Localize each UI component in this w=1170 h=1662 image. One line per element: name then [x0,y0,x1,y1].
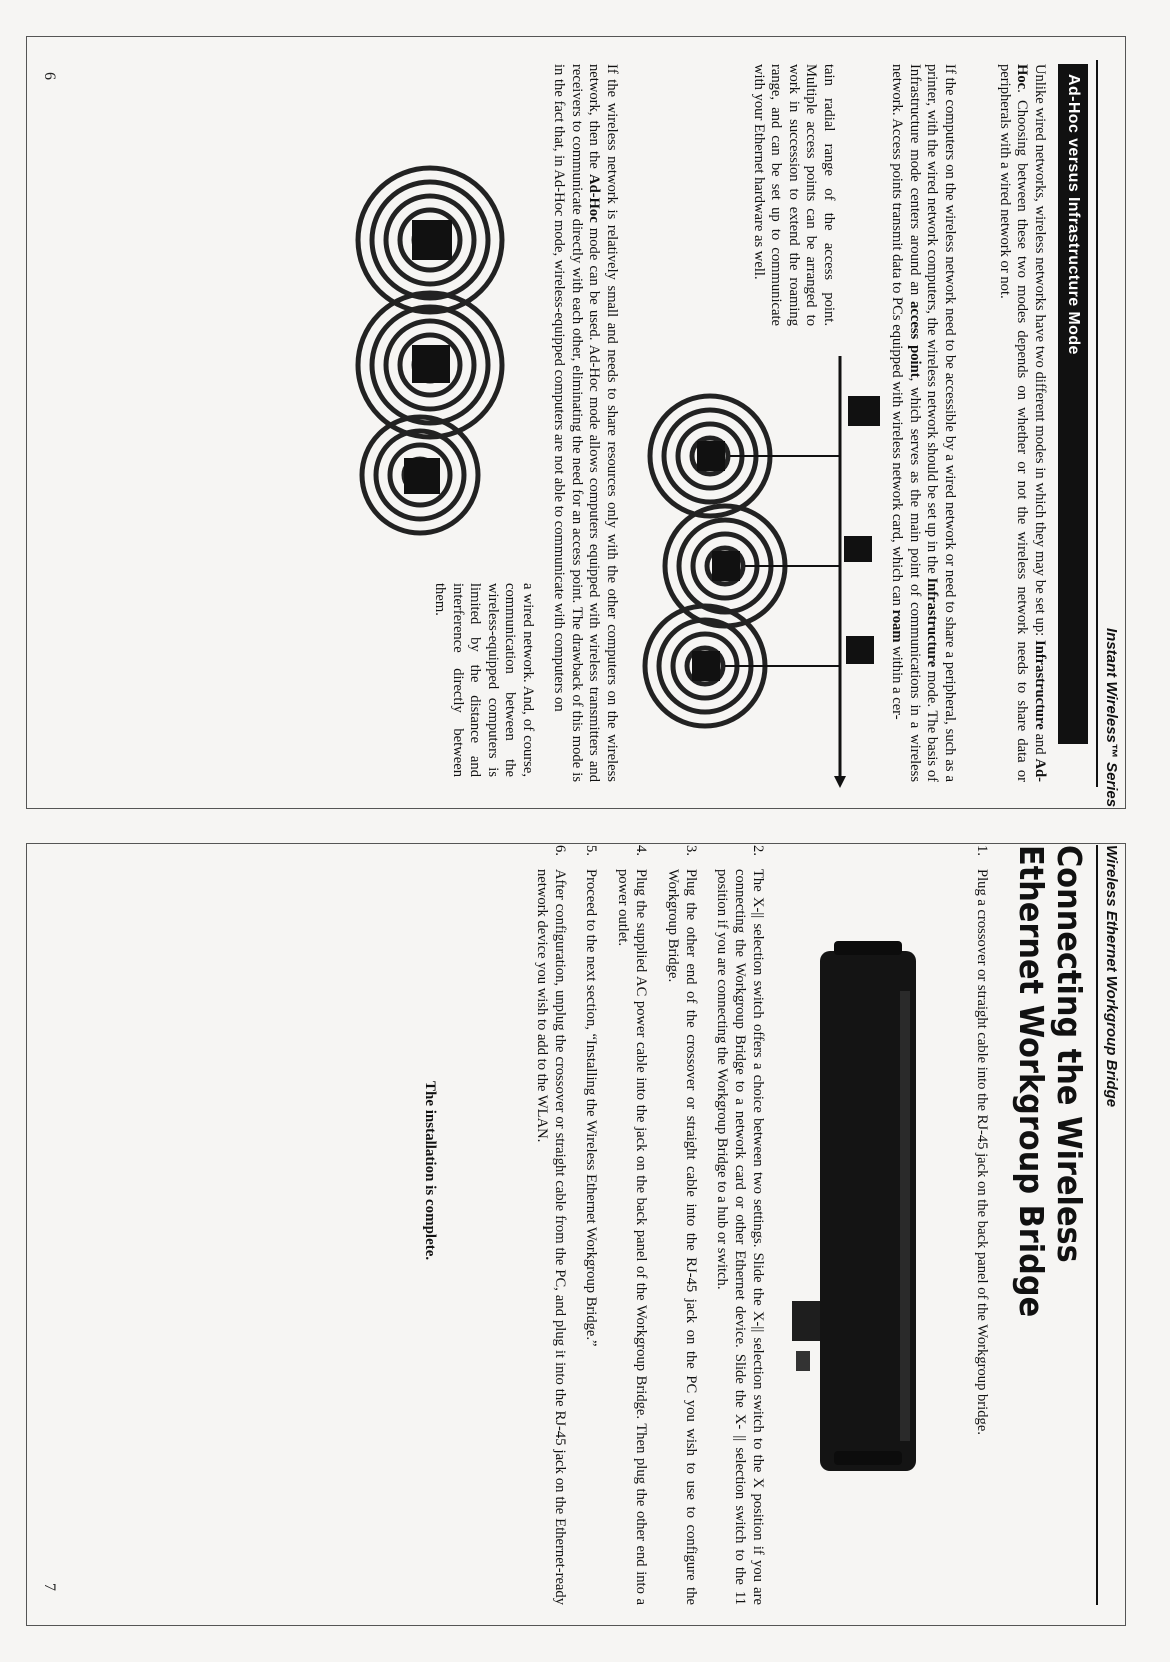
step-text: Plug a crossover or straight cable into the RJ-45 jack on the back panel of the Workgroup bridge. [974,869,990,1435]
step-number: 5. [583,845,600,856]
intro-text: Unlike wired networks, wireless networks have two different modes in which they may be set up: Infrastructure and Ad-Hoc. Choosing between these two modes depends on whether or not the wireless network needs to share data or peripherals with a wired network or not. [996,64,1048,782]
step-text: The X-|| selection switch offers a choice between two settings. Slide the X-|| selection switch to the X position if you are connecting the Workgroup Bridge to a network card or other Ethernet device. Slide the X- || selection switch to the 11 position if you are connecting the Workgroup Bridge to a hub or switch. [714,869,766,1605]
access-point-icon [712,551,740,581]
header-rule [1096,845,1098,1605]
computer-icon [404,458,440,494]
infrastructure-paragraph-cont [733,64,837,326]
step-2 [713,845,766,1605]
step-number: 2. [750,845,766,856]
computer-icon [412,345,450,383]
step-number: 4. [633,845,650,856]
bridge-end-cap [834,941,902,955]
workgroup-bridge-image [792,931,932,1471]
page-number: 7 [41,1583,58,1591]
bridge-highlight [900,991,910,1441]
adhoc-text: If the wireless network is relatively small and needs to share resources only with the other computers on the wireless network, then the Ad-Hoc mode can be used. Ad-Hoc mode allows computers equipped with wireless transmitters and receivers to communicate directly with each other, eliminating the need for an access point. The drawback of this mode is in the fact that, in Ad-Hoc mode, wireless-equipped computers are not able to communicate with computers on [551,64,620,782]
infrastructure-paragraph [872,64,958,782]
steps-list [518,845,766,1605]
step-4 [613,845,649,1605]
series-header: Instant Wireless™ Series [1103,628,1120,808]
computer-icon [844,536,872,562]
section-title: Ad-Hoc versus Infrastructure Mode [1058,64,1088,744]
step-text: Proceed to the next section, “Installing the Wireless Ethernet Workgroup Bridge.” [583,869,600,1347]
computer-icon [846,636,874,664]
bridge-end-cap [834,1451,902,1465]
step-5 [582,845,600,1605]
right-page [0,831,1170,1662]
step-3 [663,845,699,1605]
access-point-icon [697,441,725,471]
header-rule [1096,60,1098,787]
page-number: 6 [41,72,58,80]
step-number: 6. [551,845,568,856]
infrastructure-diagram [620,336,880,796]
step-text: Plug the other end of the crossover or straight cable into the RJ-45 jack on the PC you wish to use to configure the Workgroup Bridge. [664,869,699,1605]
step-number: 3. [682,845,699,856]
access-point-icon [692,651,720,681]
completion-note: The installation is complete. [422,1081,438,1261]
bridge-jack [796,1351,810,1371]
adhoc-text-cont: a wired network. And, of course, communication between the wireless-equipped computers is limited by the distance and interference directly between them. [432,583,536,777]
step-1 [958,845,990,1605]
computer-icon [412,220,452,260]
page-title [1012,845,1088,1544]
step-text: Plug the supplied AC power cable into the jack on the back panel of the Workgroup Bridge. Then plug the other end into a power outlet. [615,869,650,1605]
arrow-head-icon [834,776,846,788]
title-line-2: Ethernet Workgroup Bridge [1012,845,1051,1318]
adhoc-paragraph [534,64,620,782]
title-line-1: Connecting the Wireless [1050,845,1089,1263]
adhoc-diagram [340,130,540,570]
computer-icon [848,396,880,426]
adhoc-paragraph-cont [414,583,536,777]
series-header: Wireless Ethernet Workgroup Bridge [1103,845,1120,1108]
step-text: After configuration, unplug the crossover or straight cable from the PC, and plug it into the RJ-45 jack on the Ethernet-ready network device you wish to add to the WLAN. [533,869,568,1605]
bridge-connector [792,1301,820,1341]
step-number: 1. [974,845,990,856]
intro-paragraph [979,64,1048,782]
infrastructure-text: If the computers on the wireless network need to be accessible by a wired network or need to share a peripheral, such as a printer, with the wired network computers, the wireless network should be set up in the Infrastructure mode. The basis of Infrastructure mode centers around an access point, which serves as the main point of communications in a wireless network. Access points transmit data to PCs equipped with wireless network card, which can roam within a cer- [889,64,958,783]
infrastructure-text-cont: tain radial range of the access point. Multiple access points can be arranged to work in succession to extend the roaming range, and can be set up to communicate with your Ethernet hardware as well. [750,64,837,326]
step-6 [532,845,568,1605]
